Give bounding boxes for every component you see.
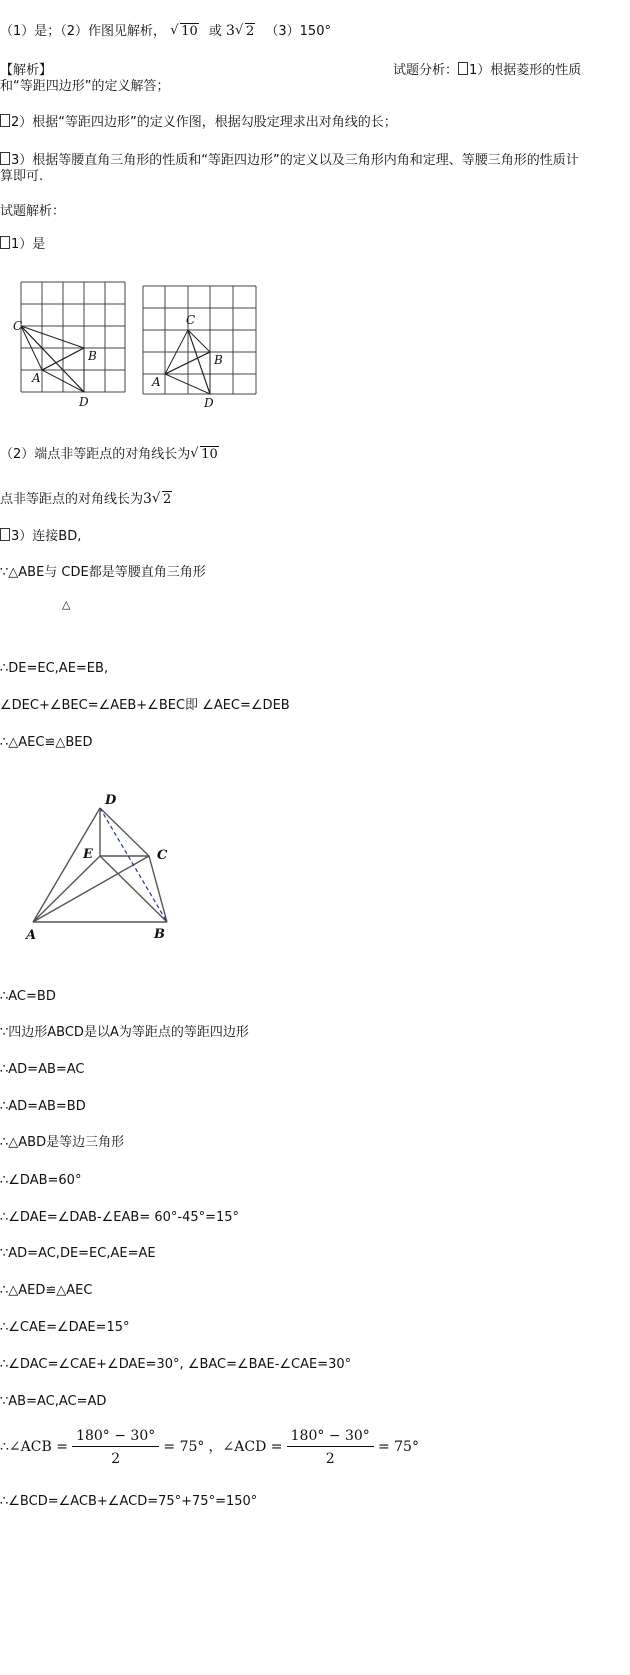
line-l3: ∠DEC+∠BEC=∠AEB+∠BEC即 ∠AEC=∠DEB [0, 698, 290, 713]
fraction-1: $\frac{180^\circ - 30^\circ}{2}$ [72, 1428, 159, 1467]
label-C: C [13, 319, 23, 333]
label-B: B [88, 349, 97, 363]
analysis-heading: 【解析】 [0, 63, 53, 78]
line-l12: ∵AD=AC,DE=EC,AE=AE [0, 1246, 156, 1261]
solution-s2a [0, 446, 219, 464]
acd-label: ，∠ACD = [208, 1439, 283, 1455]
line-l4: ∴△AEC≌△BED [0, 735, 93, 750]
label-B: B [214, 353, 223, 367]
solution-s1 [0, 236, 45, 254]
label-C: C [186, 313, 196, 327]
grid-figure-2 [138, 280, 258, 410]
label-D: D [105, 793, 117, 808]
sqrt2-value: √ 2 [152, 491, 172, 509]
line-l13: ∴△AED≌△AEC [0, 1283, 93, 1298]
solution-s2b-text: 点非等距点的对角线长为 [0, 492, 144, 507]
box-glyph [458, 62, 468, 75]
line-l11: ∴∠DAE=∠DAB-∠EAB= 60°-45°=15° [0, 1210, 240, 1225]
acb-label: ∴∠ACB = [0, 1439, 68, 1455]
line-l6: ∵四边形ABCD是以A为等距点的等距四边形 [0, 1025, 249, 1040]
box-glyph [0, 528, 10, 541]
label-C: C [157, 848, 168, 863]
line-l14: ∴∠CAE=∠DAE=15° [0, 1320, 130, 1335]
analysis-label: 试题分析： [393, 63, 459, 78]
answer-line [0, 22, 331, 41]
analysis-q3a-text: 3）根据等腰直角三角形的性质和“等距四边形”的定义以及三角形内角和定理、等腰三角形的性质计 [11, 153, 579, 168]
answer-or: 或 [208, 24, 222, 39]
answer-part1: （1）是；（2）作图见解析， [0, 24, 167, 39]
analysis-right [393, 62, 581, 80]
label-B: B [154, 927, 165, 942]
fraction-2: $\frac{180^\circ - 30^\circ}{2}$ [287, 1428, 374, 1467]
label-E: E [83, 847, 93, 862]
coef-3: 3 [143, 491, 152, 507]
solution-s1-text: 1）是 [11, 237, 46, 252]
acd-result: = 75° [377, 1439, 419, 1455]
label-A: A [26, 928, 37, 943]
box-glyph [0, 152, 10, 165]
analysis-q3b: 算即可. [0, 169, 44, 184]
sqrt10-value: √ 10 [190, 446, 219, 464]
answer-sqrt10: √ 10 [170, 23, 199, 41]
fraction-line [0, 1428, 419, 1467]
analysis-q1: 1）根据菱形的性质 [469, 63, 582, 78]
line-l8: ∴AD=AB=BD [0, 1099, 86, 1114]
line-l1b: △ [62, 598, 71, 611]
line-l10: ∴∠DAB=60° [0, 1173, 82, 1188]
box-glyph [0, 236, 10, 249]
grid-figure-1 [13, 280, 126, 410]
analysis-line2: 和“等距四边形”的定义解答； [0, 79, 170, 94]
analysis-q3a [0, 152, 579, 170]
solution-s3-text: 3）连接BD, [11, 529, 82, 544]
line-l17: ∴∠BCD=∠ACB+∠ACD=75°+75°=150° [0, 1494, 258, 1509]
line-l1: ∵△ABE与 CDE都是等腰直角三角形 [0, 565, 206, 580]
analysis-q2 [0, 114, 397, 132]
solution-s2a-text: （2）端点非等距点的对角线长为 [0, 447, 191, 462]
label-A: A [32, 371, 41, 385]
line-l2: ∴DE=EC,AE=EB, [0, 661, 109, 676]
label-A: A [152, 375, 161, 389]
label-D: D [79, 395, 89, 409]
line-l16: ∵AB=AC,AC=AD [0, 1394, 107, 1409]
box-glyph [0, 114, 10, 127]
solution-s3 [0, 528, 81, 546]
solution-s2b [0, 490, 172, 509]
label-D: D [204, 396, 214, 410]
acb-result: = 75° [163, 1439, 205, 1455]
line-l15: ∴∠DAC=∠CAE+∠DAE=30°, ∠BAC=∠BAE-∠CAE=30° [0, 1357, 352, 1372]
line-l7: ∴AD=AB=AC [0, 1062, 85, 1077]
answer-coef: 3 [226, 23, 235, 39]
line-l9: ∴△ABD是等边三角形 [0, 1135, 125, 1150]
line-l5: ∴AC=BD [0, 989, 56, 1004]
geometry-figure-3 [20, 788, 210, 953]
analysis-q2-text: 2）根据“等距四边形”的定义作图，根据勾股定理求出对角线的长； [11, 115, 397, 130]
answer-part3: （3）150° [265, 24, 331, 39]
solution-heading: 试题解析： [0, 204, 66, 219]
answer-sqrt2: √ 2 [235, 23, 255, 41]
